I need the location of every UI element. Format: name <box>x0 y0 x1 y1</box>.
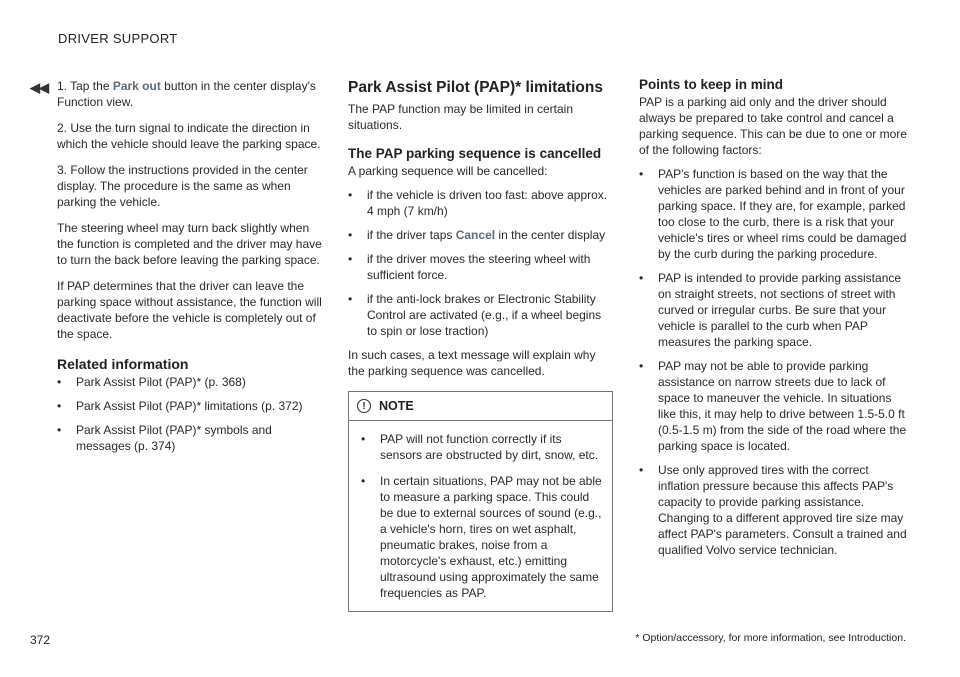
note-box <box>348 391 613 612</box>
list-item <box>348 227 613 243</box>
paragraph: The steering wheel may turn back slightly when the function is completed and the driver may have to turn the back before leaving the parking space. <box>57 221 322 267</box>
points-list <box>639 166 907 558</box>
note-list <box>349 421 612 601</box>
section-header: DRIVER SUPPORT <box>58 31 178 46</box>
note-header <box>349 392 612 421</box>
list-item: • if the anti-lock brakes or Electronic Stability Control are activated (e.g., if a wheel begins to spin or lose traction) <box>348 291 613 339</box>
related-link[interactable]: • Park Assist Pilot (PAP)* (p. 368) <box>57 374 322 390</box>
related-link[interactable]: • Park Assist Pilot (PAP)* limitations (p. 372) <box>57 398 322 414</box>
points-intro: PAP is a parking aid only and the driver should always be prepared to take control and cancel a parking sequence. This can be due to one or more of the following factors: <box>639 95 907 157</box>
list-item: • PAP may not be able to provide parking assistance on narrow streets due to lack of space to maneuver the vehicle. In situations like this, it may help to drive between 1.5-5.0 ft (0.5-1.5 m) from the side of the road where the parking space is located. <box>639 358 907 454</box>
back-nav-icon[interactable]: ◀◀ <box>30 80 48 95</box>
step-1-suffix: button in the center display's Function view. <box>57 79 316 109</box>
step-1-prefix: 1. Tap the <box>57 79 113 93</box>
related-info-heading: Related information <box>57 356 189 372</box>
list-item: • Use only approved tires with the correct inflation pressure because this affects PAP's capacity to provide parking assistance. Changing to a different approved tire size may affect PAP's parameters. Consult a trained and qualified Volvo service technician. <box>639 462 907 558</box>
page-title: Park Assist Pilot (PAP)* limitations <box>348 79 603 96</box>
note-label: NOTE <box>379 399 414 413</box>
cancel-heading: The PAP parking sequence is cancelled <box>348 146 602 161</box>
column-middle <box>348 78 613 612</box>
list-item: • if the vehicle is driven too fast: above approx. 4 mph (7 km/h) <box>348 187 613 219</box>
item-prefix: if the driver taps <box>367 228 456 242</box>
related-link[interactable]: • Park Assist Pilot (PAP)* symbols and messages (p. 374) <box>57 422 322 454</box>
park-out-button-label: Park out <box>112 79 161 93</box>
item-suffix: in the center display <box>495 228 606 242</box>
cancel-intro: A parking sequence will be cancelled: <box>348 164 548 178</box>
paragraph: If PAP determines that the driver can leave the parking space without assistance, the function will deactivate before the vehicle is completely out of the space. <box>57 279 322 341</box>
list-item: • PAP is intended to provide parking assistance on straight streets, not sections of street with curved or irregular curbs. Be sure that your vehicle is parallel to the curb when PAP measures the parking space. <box>639 270 907 350</box>
footnote: * Option/accessory, for more information, see Introduction. <box>635 632 906 644</box>
cancel-outro: In such cases, a text message will explain why the parking sequence was cancelled. <box>348 348 596 378</box>
cancel-button-label: Cancel <box>455 228 496 242</box>
list-item: • if the driver moves the steering wheel with sufficient force. <box>348 251 613 283</box>
note-item: • In certain situations, PAP may not be able to measure a parking space. This could be due to external sources of sound (e.g., a vehicle's horn, tires on wet asphalt, pneumatic brakes, noise from a motorcycle's exhaust, etc.) emitting ultrasound using approximately the same frequencies as PAP. <box>361 473 602 601</box>
column-right <box>639 78 907 566</box>
warning-icon: ! <box>357 399 371 413</box>
step-2: 2. Use the turn signal to indicate the direction in which the vehicle should leave the parking space. <box>57 121 321 151</box>
note-item: • PAP will not function correctly if its sensors are obstructed by dirt, snow, etc. <box>361 431 602 463</box>
list-item: • PAP's function is based on the way that the vehicles are parked behind and in front of your parking space. If they are, for example, parked too close to the curb, there is a risk that your vehicle's tires or wheel rims could be damaged by the curb during the parking procedure. <box>639 166 907 262</box>
related-links <box>57 374 322 454</box>
points-heading: Points to keep in mind <box>639 77 784 92</box>
cancel-list <box>348 187 613 339</box>
column-left <box>57 78 322 462</box>
step-1 <box>57 78 322 110</box>
step-3: 3. Follow the instructions provided in the center display. The procedure is the same as when parking the vehicle. <box>57 163 308 209</box>
intro: The PAP function may be limited in certain situations. <box>348 102 573 132</box>
page-number: 372 <box>30 633 51 647</box>
